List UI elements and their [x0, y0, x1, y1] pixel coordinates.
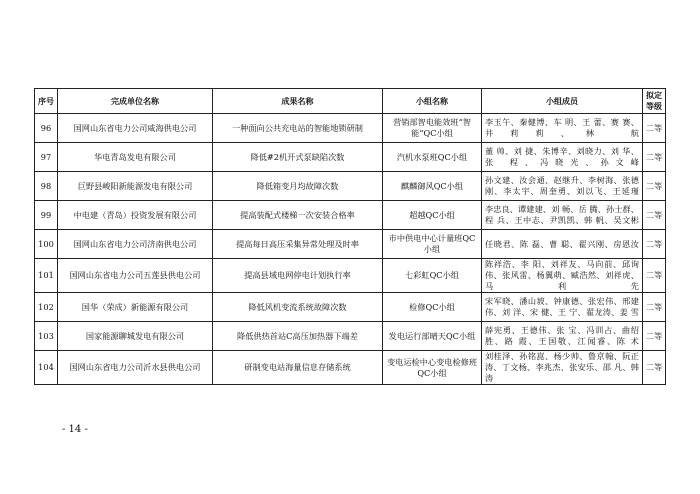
cell-grade: 二等 — [643, 201, 666, 230]
cell-result: 一种面向公共充电站的智能地锁研制 — [213, 114, 383, 143]
cell-seq: 100 — [35, 230, 58, 259]
cell-seq: 103 — [35, 322, 58, 351]
cell-members: 任晓君、陈 磊、曹 聪、翟兴刚、房恩汝 — [482, 230, 643, 259]
cell-unit: 国网山东省电力公司沂水县供电公司 — [58, 351, 213, 385]
header-seq: 序号 — [35, 89, 58, 114]
cell-grade: 二等 — [643, 172, 666, 201]
cell-members: 李玉午、秦健博、车 明、王 蕾、赛 赛、井莉莉、林 航 — [482, 114, 643, 143]
cell-members: 孙文建、汝会通、赵继升、李树海、张德刚、李太宇、周奎勇、刘以飞、王延瑾 — [482, 172, 643, 201]
header-unit: 完成单位名称 — [58, 89, 213, 114]
table-row — [35, 322, 666, 351]
cell-grade: 二等 — [643, 351, 666, 385]
cell-result: 降低箱变月均故障次数 — [213, 172, 383, 201]
cell-result: 降低供热首站C高压加热器下端差 — [213, 322, 383, 351]
cell-unit: 国网山东省电力公司威海供电公司 — [58, 114, 213, 143]
cell-group: 七彩虹QC小组 — [383, 259, 482, 293]
table-row — [35, 172, 666, 201]
cell-group: 检修QC小组 — [383, 293, 482, 322]
cell-unit: 国网山东省电力公司济南供电公司 — [58, 230, 213, 259]
cell-result: 提高装配式楼梯一次安装合格率 — [213, 201, 383, 230]
cell-grade: 二等 — [643, 230, 666, 259]
cell-seq: 99 — [35, 201, 58, 230]
cell-seq: 101 — [35, 259, 58, 293]
cell-result: 研制变电站海量信息存储系统 — [213, 351, 383, 385]
table-row — [35, 293, 666, 322]
cell-members: 陈祥浩、李 阳、刘祥友、马向前、邱询伟、张风雷、杨翼萌、臧浩然、刘祥虎、马利先 — [482, 259, 643, 293]
cell-group: 营销部智电能效班“智能”QC小组 — [383, 114, 482, 143]
cell-members: 薛宪勇、王德伟、张 宝、冯训占、曲绍胜、路 霞、王国敬、江闻睿、陈 术 — [482, 322, 643, 351]
cell-unit: 国网山东省电力公司五莲县供电公司 — [58, 259, 213, 293]
cell-seq: 104 — [35, 351, 58, 385]
cell-grade: 二等 — [643, 114, 666, 143]
cell-grade: 二等 — [643, 293, 666, 322]
page-number: - 14 - — [62, 424, 88, 435]
cell-unit: 中电建（青岛）投资发展有限公司 — [58, 201, 213, 230]
awards-table — [34, 88, 666, 385]
cell-grade: 二等 — [643, 322, 666, 351]
cell-result: 降低风机变流系统故障次数 — [213, 293, 383, 322]
cell-group: 发电运行部晴天QC小组 — [383, 322, 482, 351]
cell-members: 李忠良、谭建建、刘 畅、岳 腾、孙士群、程 兵、王中志、尹凯凯、韩 帆、吴文彬 — [482, 201, 643, 230]
cell-seq: 96 — [35, 114, 58, 143]
cell-seq: 102 — [35, 293, 58, 322]
cell-seq: 98 — [35, 172, 58, 201]
table-row — [35, 114, 666, 143]
cell-unit: 华电青岛发电有限公司 — [58, 143, 213, 172]
cell-unit: 国家能源聊城发电有限公司 — [58, 322, 213, 351]
cell-seq: 97 — [35, 143, 58, 172]
header-group: 小组名称 — [383, 89, 482, 114]
cell-group: 超越QC小组 — [383, 201, 482, 230]
cell-result: 降低#2机开式泵缺陷次数 — [213, 143, 383, 172]
cell-unit: 巨野县峻阳新能源发电有限公司 — [58, 172, 213, 201]
cell-members: 董 帅、刘 捷、朱博辛、刘晓力、刘 华、张 程、冯晓光、孙文峰 — [482, 143, 643, 172]
header-members: 小组成员 — [482, 89, 643, 114]
cell-grade: 二等 — [643, 259, 666, 293]
table-row — [35, 143, 666, 172]
cell-result: 提高县域电网停电计划执行率 — [213, 259, 383, 293]
cell-members: 宋军晓、潘山坡、钟康德、张宏伟、邢建伟、刘 洋、宋 健、王 宁、翟龙涛、姜 雪 — [482, 293, 643, 322]
cell-result: 提高每日高压采集异常处理及时率 — [213, 230, 383, 259]
table-row — [35, 259, 666, 293]
table-row — [35, 201, 666, 230]
cell-grade: 二等 — [643, 143, 666, 172]
cell-group: 变电运检中心变电检修班QC小组 — [383, 351, 482, 385]
cell-group: 汽机水泵班QC小组 — [383, 143, 482, 172]
header-grade: 拟定等级 — [643, 89, 666, 114]
cell-group: 市中供电中心计量班QC小组 — [383, 230, 482, 259]
cell-group: 麒麟御风QC小组 — [383, 172, 482, 201]
header-result: 成果名称 — [213, 89, 383, 114]
table-row — [35, 230, 666, 259]
table-row — [35, 351, 666, 385]
cell-unit: 国华（荣成）新能源有限公司 — [58, 293, 213, 322]
cell-members: 刘桂泽、孙铭崑、杨少帅、鲁京翰、阮正涛、丁文杨、李兆杰、张安乐、邵 凡、韩 涛 — [482, 351, 643, 385]
table-header-row — [35, 89, 666, 114]
